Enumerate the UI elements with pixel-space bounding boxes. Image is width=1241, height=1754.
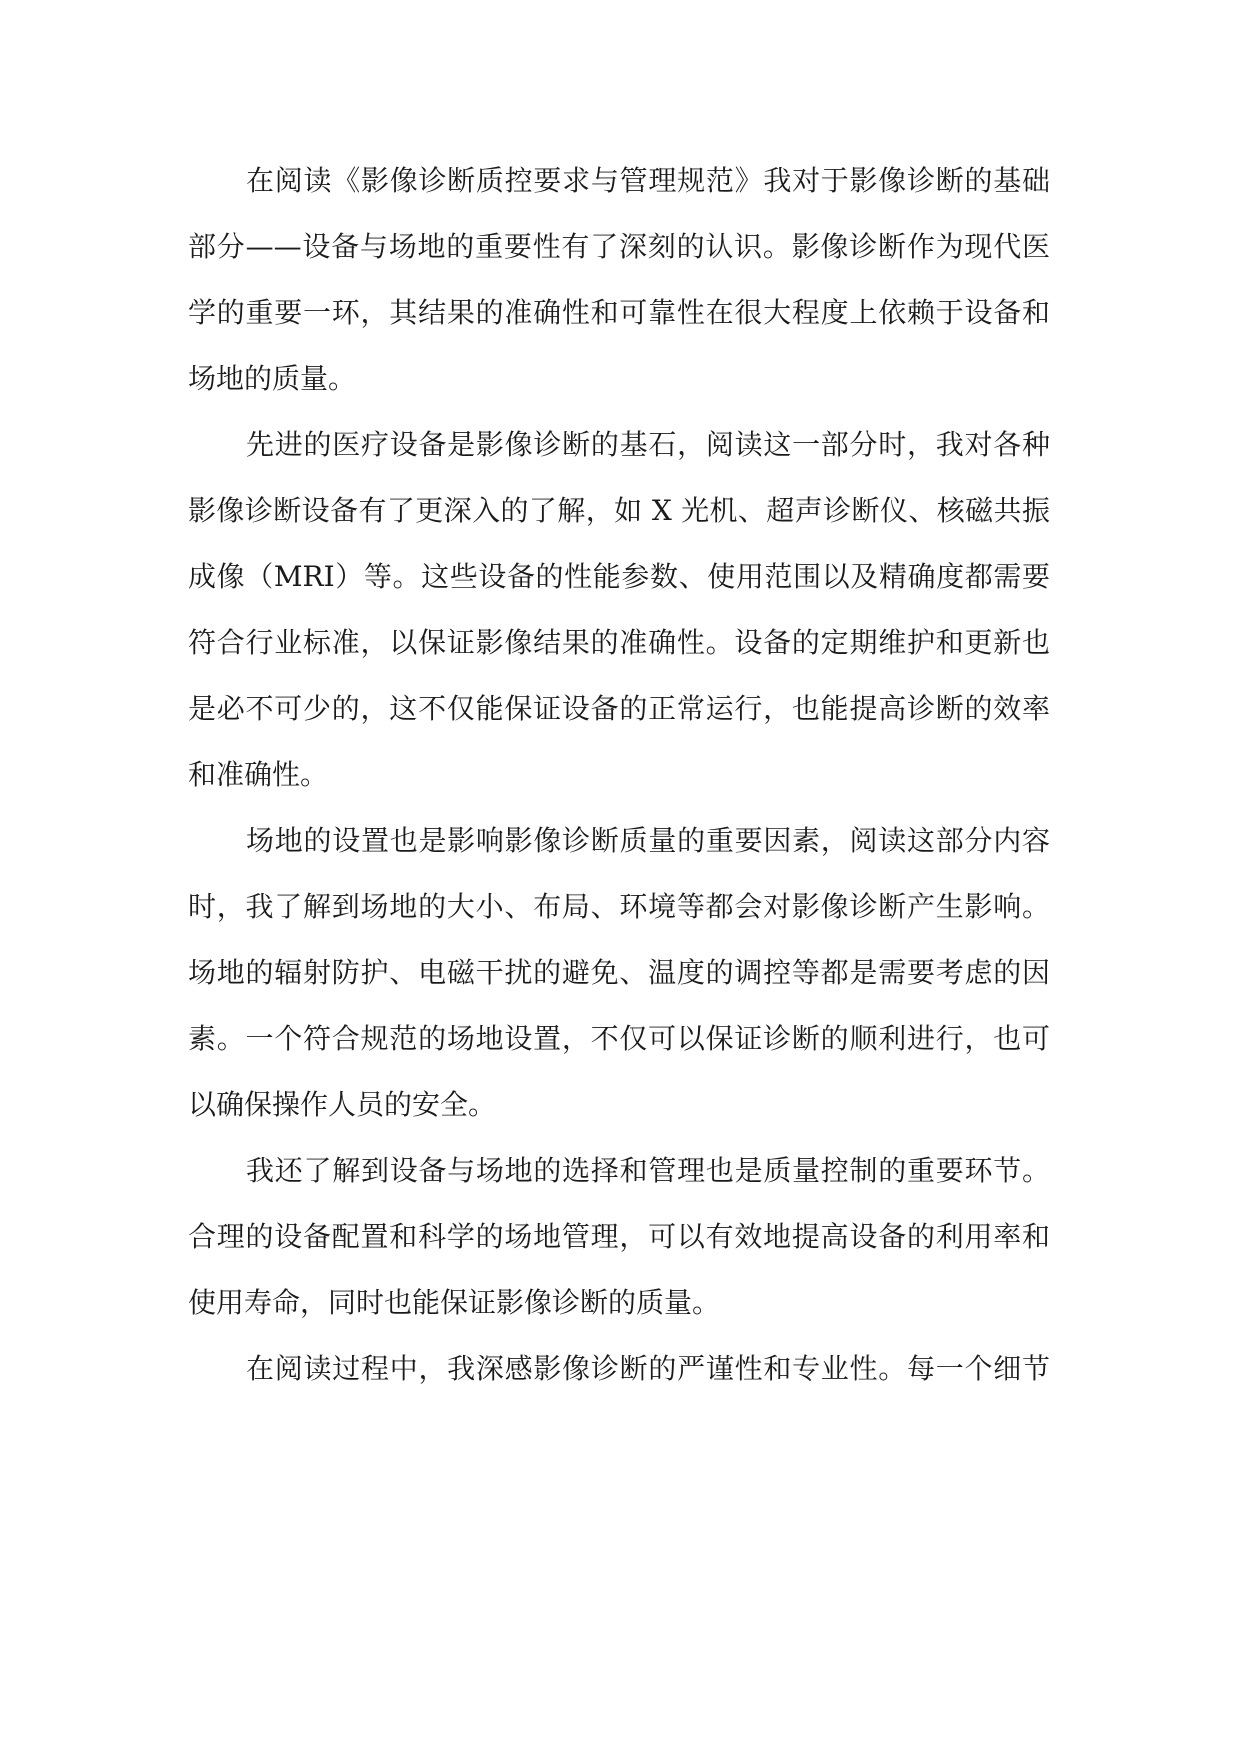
text-line: 是必不可少的，这不仅能保证设备的正常运行，也能提高诊断的效率 <box>188 692 1050 725</box>
text-line: 学的重要一环，其结果的准确性和可靠性在很大程度上依赖于设备和 <box>188 296 1050 329</box>
text-line: 使用寿命，同时也能保证影像诊断的质量。 <box>188 1286 721 1319</box>
text-line: 时，我了解到场地的大小、布局、环境等都会对影像诊断产生影响。 <box>188 890 1050 923</box>
paragraph-1 <box>188 148 1050 412</box>
text-line: 我还了解到设备与场地的选择和管理也是质量控制的重要环节。 <box>246 1154 1050 1187</box>
body-text <box>188 148 1050 1402</box>
text-line: 合理的设备配置和科学的场地管理，可以有效地提高设备的利用率和 <box>188 1220 1050 1253</box>
paragraph-5 <box>188 1336 1050 1402</box>
text-line: 影像诊断设备有了更深入的了解，如 X 光机、超声诊断仪、核磁共振 <box>188 494 1050 527</box>
text-line: 先进的医疗设备是影像诊断的基石，阅读这一部分时，我对各种 <box>246 428 1050 461</box>
text-line: 符合行业标准，以保证影像结果的准确性。设备的定期维护和更新也 <box>188 626 1050 659</box>
text-line: 和准确性。 <box>188 758 329 791</box>
text-line: 场地的质量。 <box>188 362 357 395</box>
text-line: 场地的设置也是影响影像诊断质量的重要因素，阅读这部分内容 <box>246 824 1050 857</box>
text-line: 部分——设备与场地的重要性有了深刻的认识。影像诊断作为现代医 <box>188 230 1050 263</box>
paragraph-4 <box>188 1138 1050 1336</box>
text-line: 场地的辐射防护、电磁干扰的避免、温度的调控等都是需要考虑的因 <box>188 956 1050 989</box>
paragraph-2 <box>188 412 1050 808</box>
text-line: 素。一个符合规范的场地设置，不仅可以保证诊断的顺利进行，也可 <box>188 1022 1050 1055</box>
text-line: 在阅读《影像诊断质控要求与管理规范》我对于影像诊断的基础 <box>246 164 1050 197</box>
paragraph-3 <box>188 808 1050 1138</box>
text-line: 成像（MRI）等。这些设备的性能参数、使用范围以及精确度都需要 <box>188 560 1050 593</box>
text-line: 以确保操作人员的安全。 <box>188 1088 497 1121</box>
text-line: 在阅读过程中，我深感影像诊断的严谨性和专业性。每一个细节 <box>246 1352 1050 1385</box>
